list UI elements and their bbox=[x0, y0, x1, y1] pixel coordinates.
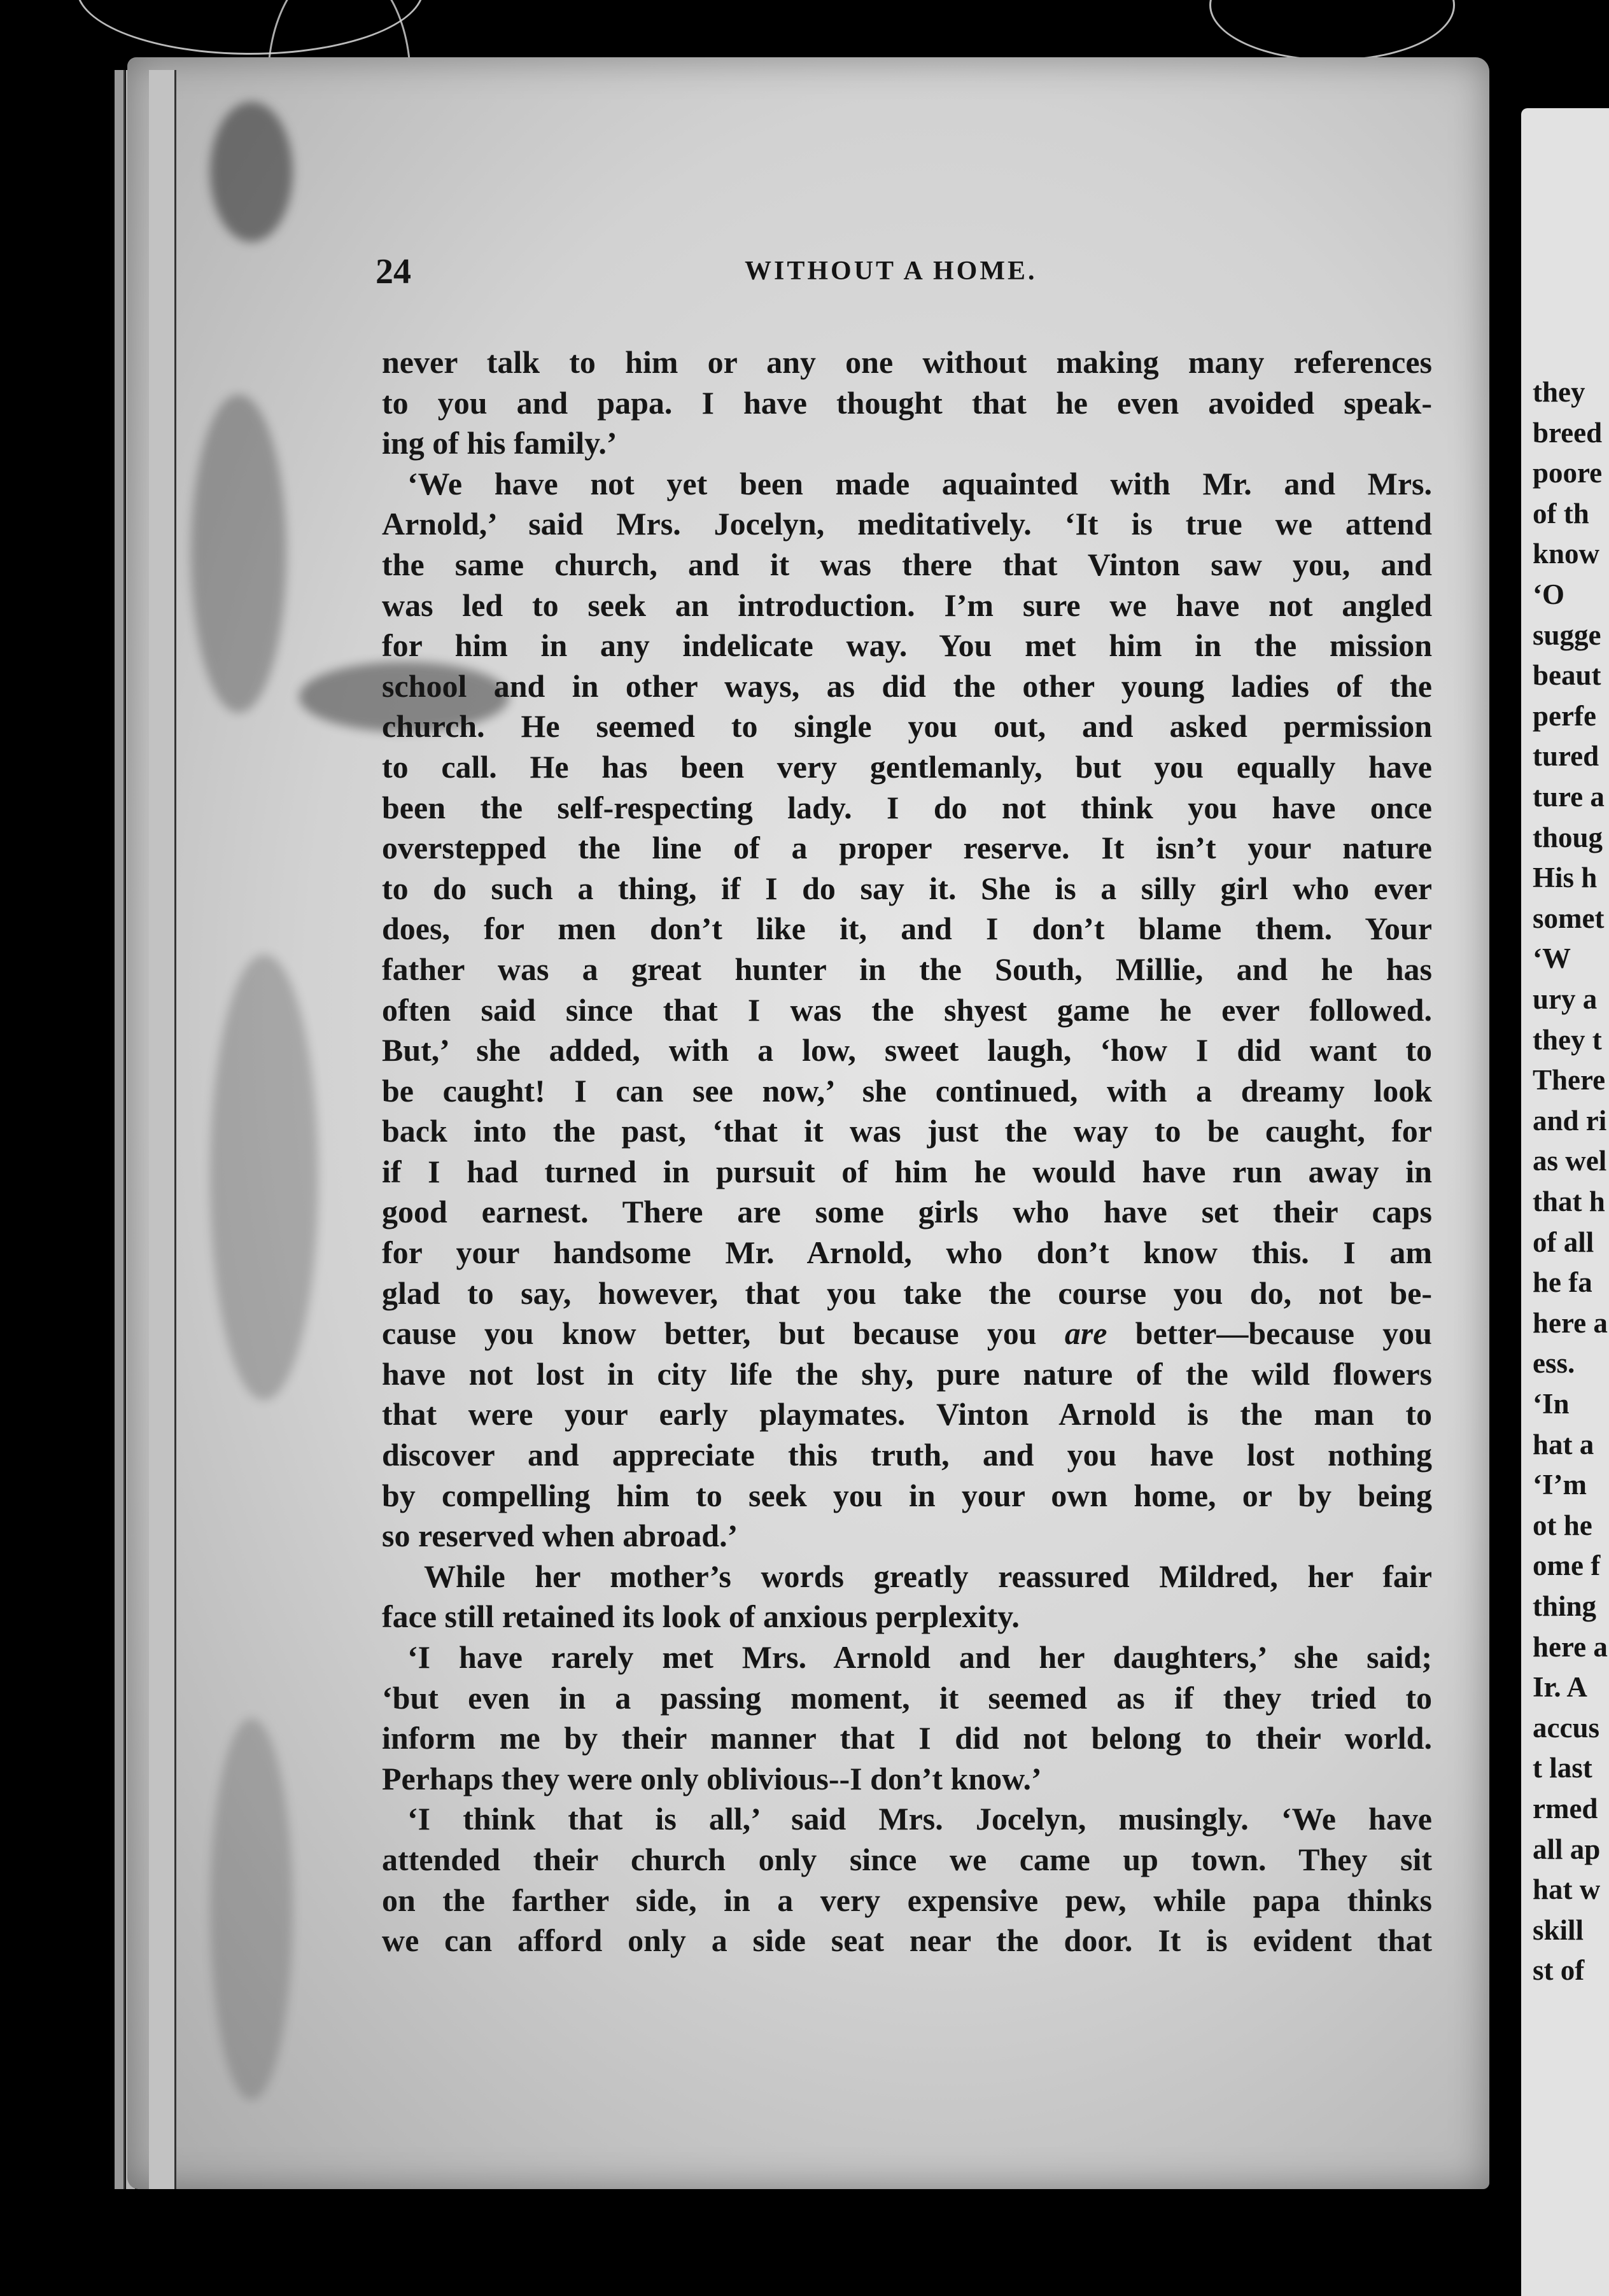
text-line: overstepped the line of a proper reserve. It isn’t your nature bbox=[382, 830, 1432, 866]
adjacent-page-line: he fa bbox=[1533, 1266, 1592, 1299]
text-line: ‘but even in a passing moment, it seemed as if they tried to bbox=[382, 1679, 1432, 1716]
text-line: for him in any indelicate way. You met him in the mission bbox=[382, 627, 1432, 664]
text-line: face still retained its look of anxious perplexity. bbox=[382, 1599, 1020, 1635]
adjacent-page-line: here a bbox=[1533, 1630, 1608, 1663]
page-stain bbox=[210, 102, 293, 242]
text-line: for your handsome Mr. Arnold, who don’t know this. I am bbox=[382, 1235, 1432, 1271]
text-line: so reserved when abroad.’ bbox=[382, 1518, 738, 1554]
text-line: father was a great hunter in the South, Millie, and he has bbox=[382, 951, 1432, 987]
adjacent-page-line: st of bbox=[1533, 1954, 1585, 1987]
adjacent-page-line: they bbox=[1533, 376, 1585, 408]
text-line: be caught! I can see now,’ she continued, with a dreamy look bbox=[382, 1072, 1432, 1109]
page-stain bbox=[210, 1718, 293, 2100]
adjacent-page-line: tured bbox=[1533, 740, 1599, 773]
adjacent-page-line: t last bbox=[1533, 1752, 1592, 1784]
adjacent-page-line: ome f bbox=[1533, 1550, 1601, 1582]
text-line: While her mother’s words greatly reassured Mildred, her fair bbox=[424, 1558, 1432, 1594]
text-line-end: better—because you bbox=[1107, 1315, 1432, 1352]
adjacent-page-line: all ap bbox=[1533, 1833, 1601, 1865]
adjacent-page-line: sugge bbox=[1533, 619, 1601, 651]
text-line: was led to seek an introduction. I’m sure we have not angled bbox=[382, 587, 1432, 623]
adjacent-page-line: rmed bbox=[1533, 1793, 1598, 1824]
text-line: to you and papa. I have thought that he even avoided speak- bbox=[382, 384, 1432, 421]
adjacent-page-line: ot he bbox=[1533, 1509, 1592, 1541]
adjacent-page-line: ‘W bbox=[1533, 942, 1571, 975]
adjacent-page-line: hat a bbox=[1533, 1428, 1594, 1460]
text-line: we can afford only a side seat near the door. It is evident that bbox=[382, 1922, 1432, 1959]
text-line: often said since that I was the shyest game he ever followed. bbox=[382, 991, 1432, 1028]
adjacent-page-line: hat w bbox=[1533, 1873, 1601, 1906]
text-line: back into the past, ‘that it was just the way to be caught, for bbox=[382, 1113, 1432, 1149]
text-line: good earnest. There are some girls who have set their caps bbox=[382, 1194, 1432, 1230]
adjacent-page bbox=[1521, 108, 1609, 2296]
text-line: on the farther side, in a very expensive pew, while papa thinks bbox=[382, 1882, 1432, 1918]
text-line: inform me by their manner that I did not belong to their world. bbox=[382, 1720, 1432, 1756]
page-stain bbox=[210, 955, 318, 1400]
adjacent-page-line: ury a bbox=[1533, 983, 1598, 1015]
adjacent-page-line: ‘I’m bbox=[1533, 1469, 1587, 1501]
adjacent-page-line: somet bbox=[1533, 902, 1605, 934]
adjacent-page-line: of all bbox=[1533, 1226, 1594, 1258]
adjacent-page-line: accus bbox=[1533, 1711, 1599, 1744]
text-line: attended their church only since we came up town. They sit bbox=[382, 1841, 1432, 1877]
adjacent-page-line: His h bbox=[1533, 862, 1598, 894]
adjacent-page-line: skill bbox=[1533, 1914, 1584, 1946]
text-line bbox=[382, 1313, 1432, 1354]
adjacent-page-line: they t bbox=[1533, 1023, 1602, 1056]
text-line: ‘I have rarely met Mrs. Arnold and her daughters,’ she said; bbox=[407, 1639, 1432, 1675]
adjacent-page-line: There bbox=[1533, 1064, 1606, 1096]
adjacent-page-line: ‘In bbox=[1533, 1388, 1570, 1420]
text-line: to do such a thing, if I do say it. She is a silly girl who ever bbox=[382, 870, 1432, 906]
text-line: to call. He has been very gentlemanly, but you equally have bbox=[382, 748, 1432, 785]
text-line: if I had turned in pursuit of him he would have run away in bbox=[382, 1153, 1432, 1189]
text-line: ‘I think that is all,’ said Mrs. Jocelyn, musingly. ‘We have bbox=[407, 1801, 1432, 1837]
adjacent-page-line: of th bbox=[1533, 497, 1589, 529]
adjacent-page-line: as wel bbox=[1533, 1145, 1607, 1177]
adjacent-page-line: and ri bbox=[1533, 1104, 1607, 1137]
adjacent-page-line: poore bbox=[1533, 457, 1603, 489]
text-line: Perhaps they were only oblivious--I don’t know.’ bbox=[382, 1760, 1042, 1796]
text-line-start: cause you know better, but because you bbox=[382, 1315, 1037, 1352]
adjacent-page-line: know bbox=[1533, 538, 1600, 570]
text-line: discover and appreciate this truth, and you have lost nothing bbox=[382, 1437, 1432, 1473]
adjacent-page-line: ess. bbox=[1533, 1347, 1575, 1380]
text-line: by compelling him to seek you in your own home, or by being bbox=[382, 1477, 1432, 1513]
text-line: school and in other ways, as did the other young ladies of the bbox=[382, 668, 1432, 704]
text-line: have not lost in city life the shy, pure nature of the wild flowers bbox=[382, 1355, 1432, 1392]
text-line: been the self-respecting lady. I do not think you have once bbox=[382, 789, 1432, 825]
text-line: does, for men don’t like it, and I don’t blame them. Your bbox=[382, 911, 1432, 947]
text-line: the same church, and it was there that Vinton saw you, and bbox=[382, 546, 1432, 582]
adjacent-page-line: thoug bbox=[1533, 821, 1603, 853]
adjacent-page-line: ture a bbox=[1533, 781, 1605, 813]
text-line: Arnold,’ said Mrs. Jocelyn, meditatively. ‘It is true we attend bbox=[382, 506, 1432, 542]
page-number: 24 bbox=[376, 252, 411, 291]
page-binding-edge bbox=[149, 70, 176, 2189]
adjacent-page-line: breed bbox=[1533, 416, 1603, 449]
text-line: glad to say, however, that you take the course you do, not be- bbox=[382, 1275, 1432, 1311]
adjacent-page-line: that h bbox=[1533, 1186, 1605, 1217]
adjacent-page-line: Ir. A bbox=[1533, 1671, 1587, 1704]
body-text bbox=[382, 342, 1432, 1961]
text-line: that were your early playmates. Vinton Arnold is the man to bbox=[382, 1396, 1432, 1432]
adjacent-page-line: ‘O bbox=[1533, 578, 1564, 610]
page-stain bbox=[191, 395, 286, 713]
adjacent-page-line: perfe bbox=[1533, 699, 1596, 732]
adjacent-page-line: beaut bbox=[1533, 659, 1601, 692]
adjacent-page-line: thing bbox=[1533, 1590, 1597, 1622]
running-title: WITHOUT A HOME. bbox=[745, 256, 1037, 286]
adjacent-page-line: here a bbox=[1533, 1306, 1608, 1339]
italic-word: are bbox=[1064, 1315, 1107, 1352]
text-line: ing of his family.’ bbox=[382, 425, 617, 461]
page-edge bbox=[115, 70, 125, 2189]
text-line: church. He seemed to single you out, and asked permission bbox=[382, 708, 1432, 745]
text-line: ‘We have not yet been made aquainted with Mr. and Mrs. bbox=[407, 465, 1432, 501]
text-line: never talk to him or any one without making many references bbox=[382, 344, 1432, 380]
film-scratch bbox=[1209, 0, 1455, 61]
text-line: But,’ she added, with a low, sweet laugh, ‘how I did want to bbox=[382, 1032, 1432, 1068]
